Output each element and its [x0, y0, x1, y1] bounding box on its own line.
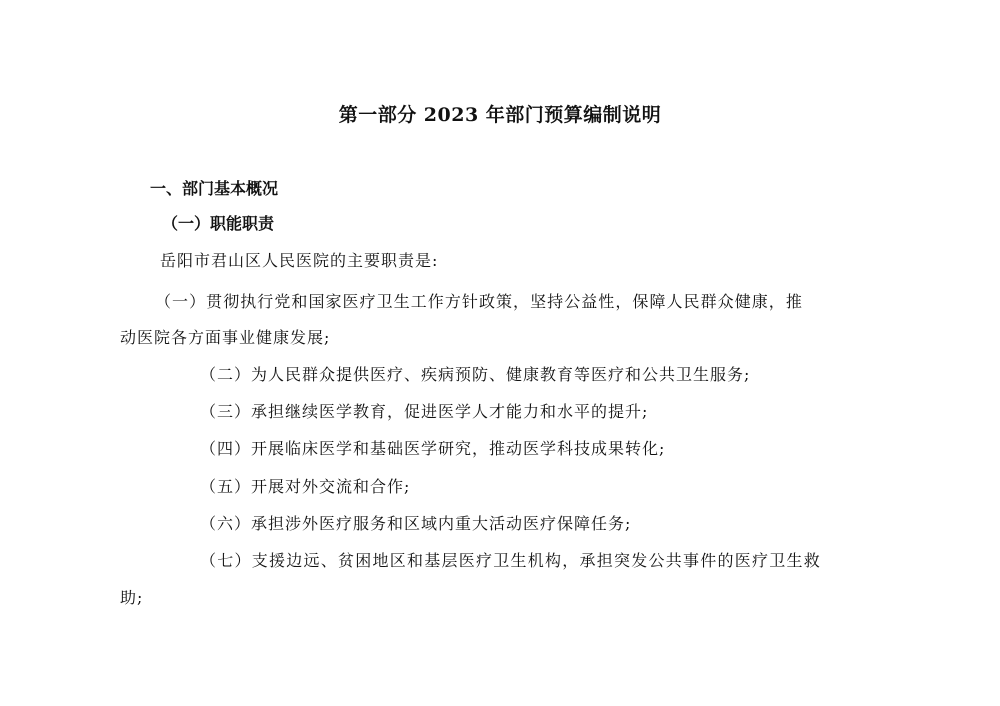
section-heading: 一、部门基本概况: [150, 179, 279, 198]
duty-item-4: （四）开展临床医学和基础医学研究，推动医学科技成果转化;: [200, 439, 666, 458]
duty-item-2: （二）为人民群众提供医疗、疾病预防、健康教育等医疗和公共卫生服务;: [200, 365, 751, 384]
intro-paragraph: 岳阳市君山区人民医院的主要职责是:: [160, 251, 439, 270]
duty-item-5: （五）开展对外交流和合作;: [200, 477, 411, 496]
duty-item-1-line-2: 动医院各方面事业健康发展;: [120, 328, 331, 347]
subsection-heading: （一）职能职责: [162, 214, 275, 233]
duty-item-1-line-1: （一）贯彻执行党和国家医疗卫生工作方针政策，坚持公益性，保障人民群众健康，推: [155, 292, 803, 311]
duty-item-7-line-1: （七）支援边远、贫困地区和基层医疗卫生机构，承担突发公共事件的医疗卫生救: [200, 551, 822, 570]
duty-item-7-line-2: 助;: [120, 588, 144, 607]
duty-item-6: （六）承担涉外医疗服务和区域内重大活动医疗保障任务;: [200, 514, 632, 533]
document-title: 第一部分 2023 年部门预算编制说明: [338, 104, 662, 126]
duty-item-3: （三）承担继续医学教育，促进医学人才能力和水平的提升;: [200, 402, 649, 421]
